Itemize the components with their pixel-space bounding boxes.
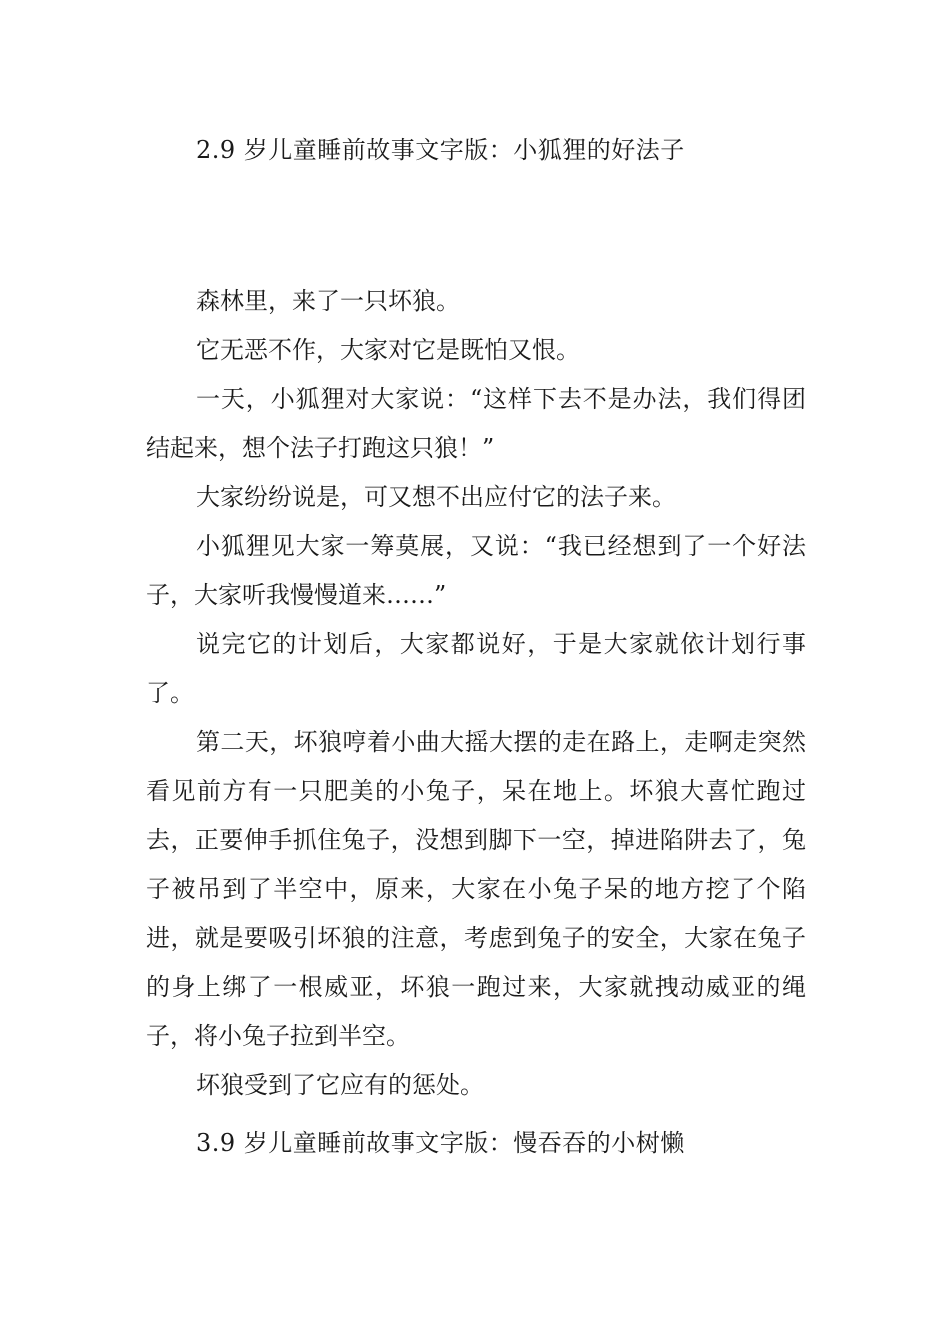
story-title: 2.9 岁儿童睡前故事文字版：小狐狸的好法子 (196, 136, 685, 164)
paragraph: 第二天，坏狼哼着小曲大摇大摆的走在路上，走啊走突然看见前方有一只肥美的小兔子，呆在地上。坏狼大喜忙跑过去，正要伸手抓住兔子，没想到脚下一空，掉进陷阱去了，兔子被吊到了半空中，原来，大家在小兔子呆的地方挖了个陷进，就是要吸引坏狼的注意，考虑到兔子的安全，大家在兔子的身上绑了一根威亚，坏狼一跑过来，大家就拽动威亚的绳子，将小兔子拉到半空。 (146, 728, 806, 1050)
paragraph: 小狐狸见大家一筹莫展，又说：“我已经想到了一个好法子，大家听我慢慢道来……” (146, 532, 806, 609)
story-body (146, 277, 806, 1110)
paragraph: 它无恶不作，大家对它是既怕又恨。 (196, 336, 580, 364)
next-story-title: 3.9 岁儿童睡前故事文字版：慢吞吞的小树懒 (196, 1129, 685, 1157)
paragraph: 森林里，来了一只坏狼。 (196, 287, 460, 315)
paragraph: 说完它的计划后，大家都说好，于是大家就依计划行事了。 (146, 630, 806, 707)
paragraph: 坏狼受到了它应有的惩处。 (196, 1071, 484, 1099)
paragraph: 大家纷纷说是，可又想不出应付它的法子来。 (196, 483, 676, 511)
paragraph: 一天，小狐狸对大家说：“这样下去不是办法，我们得团结起来，想个法子打跑这只狼！” (146, 385, 806, 462)
